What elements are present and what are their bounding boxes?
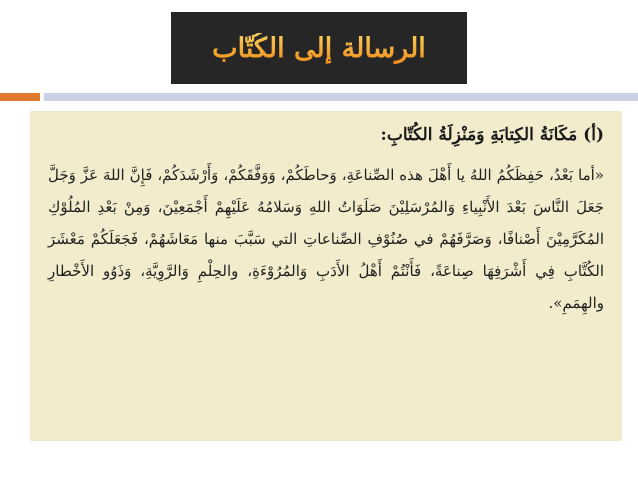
title-box (171, 12, 467, 84)
section-heading: (أ) مَكَانَةُ الكِتابَةِ وَمَنْزِلَةُ الكُتّابِ: (380, 125, 604, 145)
slide-title: الرسالة إلى الكُتّاب (212, 32, 426, 64)
body-paragraph: «أما بَعْدُ، حَفِظَكُمُ اللهُ يا أَهْلَ هذه الصِّناعَةِ، وَحاطَكُمْ، وَوَفَّقَكُمْ، وَأَرْشَدَكُمْ، فَإِنَّ اللهَ عَزَّ وَجَلَّ جَعَلَ النَّاسَ بَعْدَ الأَنْبِياءِ وَالمُرْسَلِيْنَ صَلَوَاتُ اللهِ وَسَلامُهُ عَلَيْهِمْ أَجْمَعِيْنَ، وَمِنْ بَعْدِ المُلُوْكِ المُكَرَّمِيْنَ أَصْنافًا، وَصَرَّفَهُمْ في صُنُوْفِ الصِّناعاتِ التي سَبَّبَ منها مَعَاشَهُمْ، فَجَعَلَكُمْ مَعْشَرَ الكُتَّابِ فِي أَشْرَفِهَا صِناعَةً، فَأَنْتُمْ أَهْلُ الأَدَبِ وَالمُرُوْءَةِ، والحِلْمِ وَالرَّوِيَّةِ، وَذَوُو الأَخْطارِ والهِمَمِ». (48, 166, 604, 312)
divider-bar (44, 93, 638, 101)
content-panel (30, 111, 622, 441)
accent-bar (0, 93, 40, 101)
